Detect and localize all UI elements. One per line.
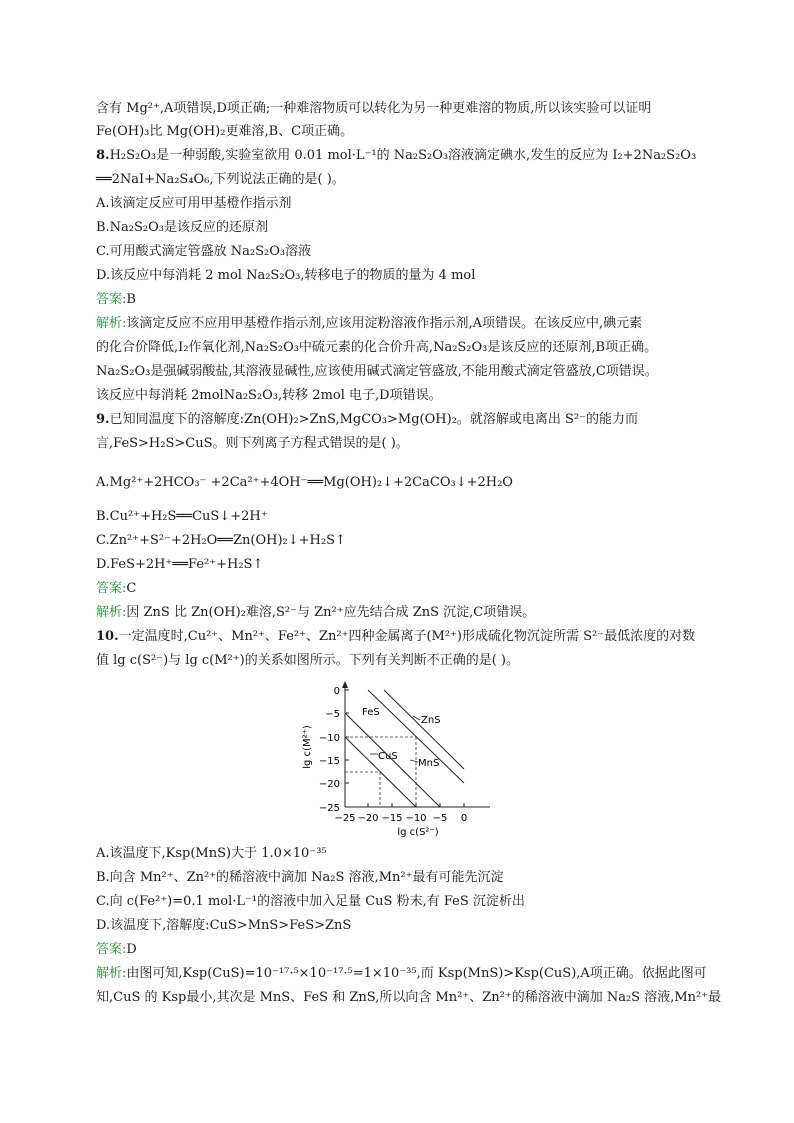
- x-tick-label: −20: [357, 813, 379, 824]
- question-9-stem: 9.已知同温度下的溶解度:Zn(OH)₂>ZnS,MgCO₃>Mg(OH)₂。就溶解或电离出 S²⁻的能力而: [96, 412, 639, 427]
- y-tick-label: −10: [318, 733, 340, 744]
- option-a: A.Mg²⁺+2HCO₃⁻ +2Ca²⁺+4OH⁻══Mg(OH)₂↓+2CaCO₃↓+2H₂O: [96, 475, 513, 490]
- y-tick-label: 0: [333, 686, 340, 697]
- question-number: 9.: [96, 412, 110, 427]
- y-tick-label: −5: [325, 709, 340, 720]
- x-tick-label: −15: [381, 813, 403, 824]
- section-label: 解析:: [96, 605, 127, 620]
- y-tick-label: −20: [318, 779, 340, 790]
- section-label: 答案:: [96, 581, 127, 596]
- series-label-fes: FeS: [362, 707, 380, 718]
- question-10-stem: 10.一定温度时,Cu²⁺、Mn²⁺、Fe²⁺、Zn²⁺四种金属离子(M²⁺)形成硫化物沉淀所需 S²⁻最低浓度的对数: [96, 629, 696, 644]
- text-line: 该反应中每消耗 2molNa₂S₂O₃,转移 2mol 电子,D项错误。: [96, 388, 442, 403]
- question-8-stem: 8.H₂S₂O₃是一种弱酸,实验室欲用 0.01 mol·L⁻¹的 Na₂S₂O₃溶液滴定碘水,发生的反应为 I₂+2Na₂S₂O₃: [96, 148, 697, 163]
- chart-svg: [300, 675, 500, 840]
- text-line: 含有 Mg²⁺,A项错误,D项正确;一种难溶物质可以转化为另一种更难溶的物质,所以该实验可以证明: [96, 101, 652, 116]
- section-label: 解析:: [96, 966, 127, 981]
- x-tick-label: −10: [405, 813, 427, 824]
- x-axis-label: lg c(S²⁻): [397, 827, 439, 838]
- text-line: Fe(OH)₃比 Mg(OH)₂更难溶,B、C项正确。: [96, 124, 354, 139]
- text-line: 言,FeS>H₂S>CuS。则下列离子方程式错误的是( )。: [96, 436, 409, 451]
- x-tick-label: 0: [460, 813, 468, 824]
- x-tick-label: −5: [432, 813, 448, 824]
- question-number: 10.: [96, 629, 119, 644]
- text-line: 值 lg c(S²⁻)与 lg c(M²⁺)的关系如图所示。下列有关判断不正确的是( )。: [96, 653, 519, 668]
- y-tick-label: −25: [318, 803, 340, 814]
- explanation-line: 解析:由图可知,Ksp(CuS)=10⁻¹⁷·⁵×10⁻¹⁷·⁵=1×10⁻³⁵,而 Ksp(MnS)>Ksp(CuS),A项正确。依据此图可: [96, 966, 707, 981]
- ksp-chart: [300, 675, 500, 840]
- option-d: D.该反应中每消耗 2 mol Na₂S₂O₃,转移电子的物质的量为 4 mol: [96, 268, 476, 283]
- section-label: 解析:: [96, 316, 127, 331]
- answer-label: 答案:D: [96, 942, 137, 957]
- section-label: 答案:: [96, 292, 127, 307]
- text-line: 知,CuS 的 Ksp最小,其次是 MnS、FeS 和 ZnS,所以向含 Mn²⁺、Zn²⁺的稀溶液中滴加 Na₂S 溶液,Mn²⁺最: [96, 990, 722, 1005]
- leader-line: [410, 760, 418, 762]
- option-a: A.该温度下,Ksp(MnS)大于 1.0×10⁻³⁵: [96, 846, 327, 861]
- option-d: D.该温度下,溶解度:CuS>MnS>FeS>ZnS: [96, 918, 352, 933]
- option-a: A.该滴定反应可用甲基橙作指示剂: [96, 196, 292, 211]
- option-d: D.FeS+2H⁺══Fe²⁺+H₂S↑: [96, 557, 264, 572]
- option-c: C.可用酸式滴定管盛放 Na₂S₂O₃溶液: [96, 244, 312, 259]
- y-axis-label: lg c(M²⁺): [302, 725, 313, 769]
- text-line: 的化合价降低,I₂作氧化剂,Na₂S₂O₃中硫元素的化合价升高,Na₂S₂O₃是该反应的还原剂,B项正确。: [96, 340, 658, 355]
- explanation-line: 解析:该滴定反应不应用甲基橙作指示剂,应该用淀粉溶液作指示剂,A项错误。在该反应中,碘元素: [96, 316, 643, 331]
- series-label-mns: MnS: [418, 758, 440, 769]
- answer-label: 答案:C: [96, 581, 137, 596]
- option-c: C.Zn²⁺+S²⁻+2H₂O══Zn(OH)₂↓+H₂S↑: [96, 533, 346, 548]
- text-line: ══2NaI+Na₂S₄O₆,下列说法正确的是( )。: [96, 172, 345, 187]
- option-b: B.Na₂S₂O₃是该反应的还原剂: [96, 220, 269, 235]
- section-label: 答案:: [96, 942, 127, 957]
- answer-label: 答案:B: [96, 292, 136, 307]
- y-ticks: [319, 686, 349, 814]
- option-c: C.向 c(Fe²⁺)=0.1 mol·L⁻¹的溶液中加入足量 CuS 粉末,有 FeS 沉淀析出: [96, 894, 525, 909]
- text-line: Na₂S₂O₃是强碱弱酸盐,其溶液显碱性,应该使用碱式滴定管盛放,不能用酸式滴定管盛放,C项错误。: [96, 364, 658, 379]
- x-tick-label: −25: [334, 813, 356, 824]
- x-ticks: [334, 803, 467, 824]
- series-label-zns: ZnS: [421, 715, 441, 726]
- y-axis-arrow: [342, 681, 348, 688]
- question-number: 8.: [96, 148, 110, 163]
- option-b: B.向含 Mn²⁺、Zn²⁺的稀溶液中滴加 Na₂S 溶液,Mn²⁺最有可能先沉淀: [96, 870, 504, 885]
- option-b: B.Cu²⁺+H₂S══CuS↓+2H⁺: [96, 509, 268, 524]
- explanation-line: 解析:因 ZnS 比 Zn(OH)₂难溶,S²⁻与 Zn²⁺应先结合成 ZnS 沉淀,C项错误。: [96, 605, 536, 620]
- series-label-cus: CuS: [378, 751, 398, 762]
- y-tick-label: −15: [318, 756, 340, 767]
